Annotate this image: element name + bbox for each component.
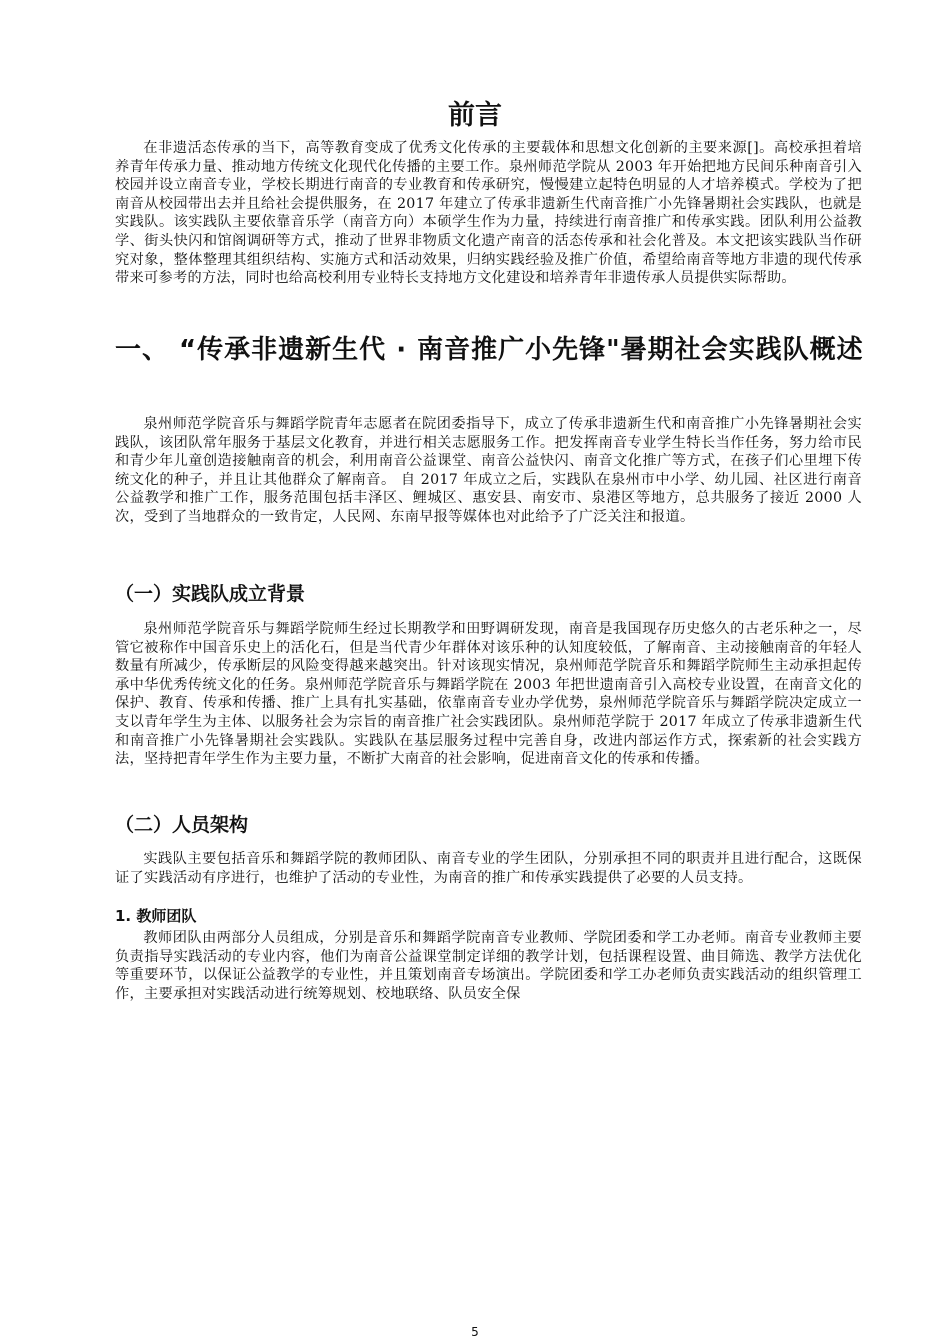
subsection-2-1-paragraph: 教师团队由两部分人员组成，分别是音乐和舞蹈学院南音专业教师、学院团委和学工办老师。南音专业教师主要负责指导实践活动的专业内容，他们为南音公益课堂制定详细的教学计划，包括课程设置、曲目筛选、教学方法优化等重要环节，以保证公益教学的专业性，并且策划南音专场演出。学院团委和学工办老师负责实践活动的组织管理工作，主要承担对实践活动进行统筹规划、校地联络、队员安全保 xyxy=(115,930,862,1002)
subsection-2-paragraph: 实践队主要包括音乐和舞蹈学院的教师团队、南音专业的学生团队，分别承担不同的职责并且进行配合，这既保证了实践活动有序进行，也维护了活动的专业性，为南音的推广和传承实践提供了必要的人员支持。 xyxy=(115,851,862,886)
subsection-1-heading: （一）实践队成立背景 xyxy=(115,583,306,605)
page-number: 5 xyxy=(471,1325,479,1339)
subsection-2-heading: （二）人员架构 xyxy=(115,814,249,836)
preface-paragraph: 在非遗活态传承的当下，高等教育变成了优秀文化传承的主要载体和思想文化创新的主要来源[]。高校承担着培养青年传承力量、推动地方传统文化现代化传播的主要工作。泉州师范学院从 2003 年开始把地方民间乐种南音引入校园并设立南音专业，学校长期进行南音的专业教育和传承研究，慢慢建立起特色明显的人才培养模式。学校为了把南音从校园带出去并且给社会提供服务，在 2017 年建立了传承非遗新生代南音推广小先锋暑期社会实践队，也就是实践队。该实践队主要依靠音乐学（南音方向）本硕学生作为力量，持续进行南音推广和传承实践。团队利用公益教学、街头快闪和馆阁调研等方式，推动了世界非物质文化遗产南音的活态传承和社会化普及。本文把该实践队当作研究对象，整体整理其组织结构、实施方式和活动效果，归纳实践经验及推广价值，希望给南音等地方非遗的现代传承带来可参考的方法，同时也给高校利用专业特长支持地方文化建设和培养青年非遗传承人员提供实际帮助。 xyxy=(115,140,862,287)
subsection-1-paragraph: 泉州师范学院音乐与舞蹈学院师生经过长期教学和田野调研发现，南音是我国现存历史悠久的古老乐种之一，尽管它被称作中国音乐史上的活化石，但是当代青少年群体对该乐种的认知度较低，了解南音、主动接触南音的年轻人数量有所减少，传承断层的风险变得越来越突出。针对该现实情况，泉州师范学院音乐和舞蹈学院师生主动承担起传承中华优秀传统文化的任务。泉州师范学院音乐与舞蹈学院在 2003 年把世遗南音引入高校专业设置，在南音文化的保护、教育、传承和传播、推广上具有扎实基础，依靠南音专业办学优势，泉州师范学院音乐与舞蹈学院决定成立一支以青年学生为主体、以服务社会为宗旨的南音推广社会实践团队。泉州师范学院于 2017 年成立了传承非遗新生代和南音推广小先锋暑期社会实践队。实践队在基层服务过程中完善自身，改进内部运作方式，探索新的社会实践方法，坚持把青年学生作为主要力量，不断扩大南音的社会影响，促进南音文化的传承和传播。 xyxy=(115,621,862,768)
section-1-paragraph: 泉州师范学院音乐与舞蹈学院青年志愿者在院团委指导下，成立了传承非遗新生代和南音推广小先锋暑期社会实践队，该团队常年服务于基层文化教育，并进行相关志愿服务工作。把发挥南音专业学生特长当作任务，努力给市民和青少年儿童创造接触南音的机会，利用南音公益课堂、南音公益快闪、南音文化推广等方式，在孩子们心里埋下传统文化的种子，并且让其他群众了解南音。 自 2017 年成立之后，实践队在泉州市中小学、幼儿园、社区进行南音公益教学和推广工作，服务范围包括丰泽区、鲤城区、惠安县、南安市、泉港区等地方，总共服务了接近 2000 人次，受到了当地群众的一致肯定，人民网、东南早报等媒体也对此给予了广泛关注和报道。 xyxy=(115,416,862,525)
subsection-2-1-heading: 1. 教师团队 xyxy=(115,907,197,925)
section-1-heading: 一、 “传承非遗新生代 · 南音推广小先锋"暑期社会实践队概述 xyxy=(115,335,864,365)
page-title: 前言 xyxy=(448,100,502,131)
